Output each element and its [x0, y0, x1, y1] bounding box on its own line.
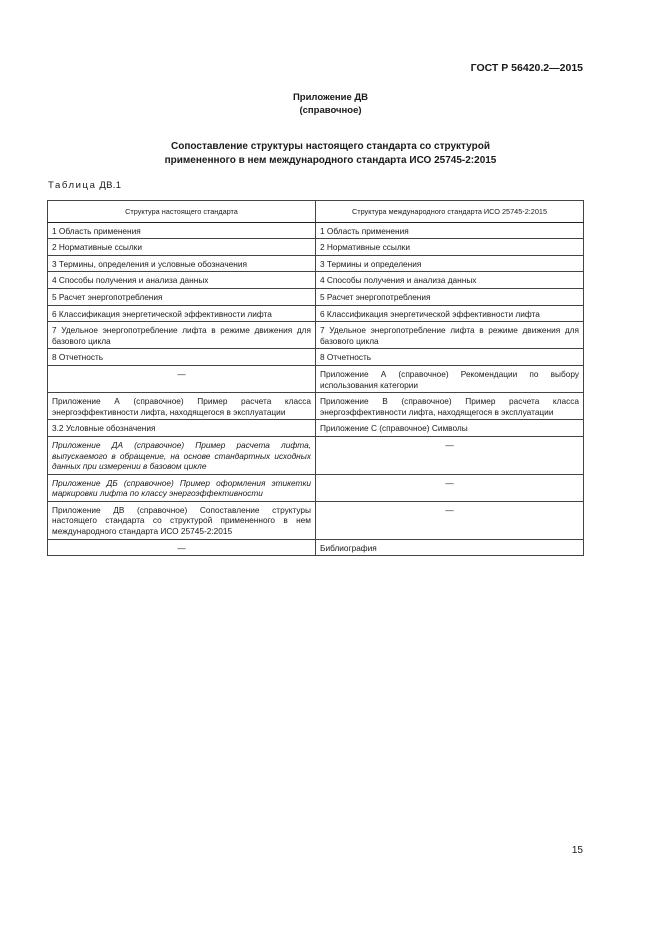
table-cell-right: 8 Отчетность [316, 349, 584, 366]
table-row [48, 322, 584, 349]
table-row [48, 349, 584, 366]
table-cell-left: 3.2 Условные обозначения [48, 420, 316, 437]
table-cell-right: 7 Удельное энергопотребление лифта в режиме движения для базового цикла [316, 322, 584, 349]
table-cell-left: 1 Область применения [48, 222, 316, 239]
table-row [48, 305, 584, 322]
column-header-international: Структура международного стандарта ИСО 25745-2:2015 [316, 201, 584, 223]
table-header-row [48, 201, 584, 223]
table-cell-right: Библиография [316, 539, 584, 556]
document-code: ГОСТ Р 56420.2—2015 [470, 62, 583, 74]
table-cell-left: 7 Удельное энергопотребление лифта в режиме движения для базового цикла [48, 322, 316, 349]
table-cell-left: Приложение А (справочное) Пример расчета класса энергоэффективности лифта, находящегося в эксплуатации [48, 393, 316, 420]
table-cell-left: 3 Термины, определения и условные обозначения [48, 255, 316, 272]
table-row [48, 288, 584, 305]
table-cell-right: 2 Нормативные ссылки [316, 239, 584, 256]
table-cell-left: 6 Классификация энергетической эффективности лифта [48, 305, 316, 322]
table-row [48, 420, 584, 437]
table-row [48, 272, 584, 289]
table-cell-right: 1 Область применения [316, 222, 584, 239]
table-caption-word: Таблица [48, 180, 97, 191]
appendix-title: Приложение ДВ [292, 92, 369, 103]
table-row [48, 539, 584, 556]
table-caption [48, 180, 121, 191]
heading-line-2: примененного в нем международного стандарта ИСО 25745-2:2015 [164, 155, 497, 166]
table-cell-right: 6 Классификация энергетической эффективности лифта [316, 305, 584, 322]
table-row [48, 255, 584, 272]
page-number: 15 [571, 845, 583, 856]
table-caption-number: ДВ.1 [99, 180, 122, 191]
comparison-table [47, 200, 584, 556]
column-header-national: Структура настоящего стандарта [48, 201, 316, 223]
table-cell-right: 4 Способы получения и анализа данных [316, 272, 584, 289]
table-row [48, 365, 584, 392]
table-cell-left: 2 Нормативные ссылки [48, 239, 316, 256]
table-row [48, 239, 584, 256]
table-cell-left: 8 Отчетность [48, 349, 316, 366]
table-cell-left: Приложение ДВ (справочное) Сопоставление структуры настоящего стандарта со структурой примененного в нем международного стандарта ИСО 25745-2:2015 [48, 501, 316, 539]
table-cell-right: — [316, 474, 584, 501]
table-cell-left: 5 Расчет энергопотребления [48, 288, 316, 305]
table-cell-left: — [48, 365, 316, 392]
table-cell-left: Приложение ДА (справочное) Пример расчета лифта, выпускаемого в обращение, на основе стандартных исходных данных при измерении в базовом цикле [48, 436, 316, 474]
table-cell-right: Приложение А (справочное) Рекомендации по выбору использования категории [316, 365, 584, 392]
table-row [48, 436, 584, 474]
table-cell-right: 3 Термины и определения [316, 255, 584, 272]
table-cell-left: 4 Способы получения и анализа данных [48, 272, 316, 289]
table-cell-right: — [316, 436, 584, 474]
table-cell-right: — [316, 501, 584, 539]
table-cell-right: Приложение В (справочное) Пример расчета класса энергоэффективности лифта, находящегося в эксплуатации [316, 393, 584, 420]
table-cell-left: Приложение ДБ (справочное) Пример оформления этикетки маркировки лифта по классу энергоэффективности [48, 474, 316, 501]
heading-line-1: Сопоставление структуры настоящего стандарта со структурой [171, 141, 490, 152]
table-row [48, 393, 584, 420]
table-cell-left: — [48, 539, 316, 556]
appendix-type: (справочное) [299, 105, 362, 116]
table-row [48, 501, 584, 539]
table-cell-right: 5 Расчет энергопотребления [316, 288, 584, 305]
table-row [48, 222, 584, 239]
table-row [48, 474, 584, 501]
table-cell-right: Приложение С (справочное) Символы [316, 420, 584, 437]
